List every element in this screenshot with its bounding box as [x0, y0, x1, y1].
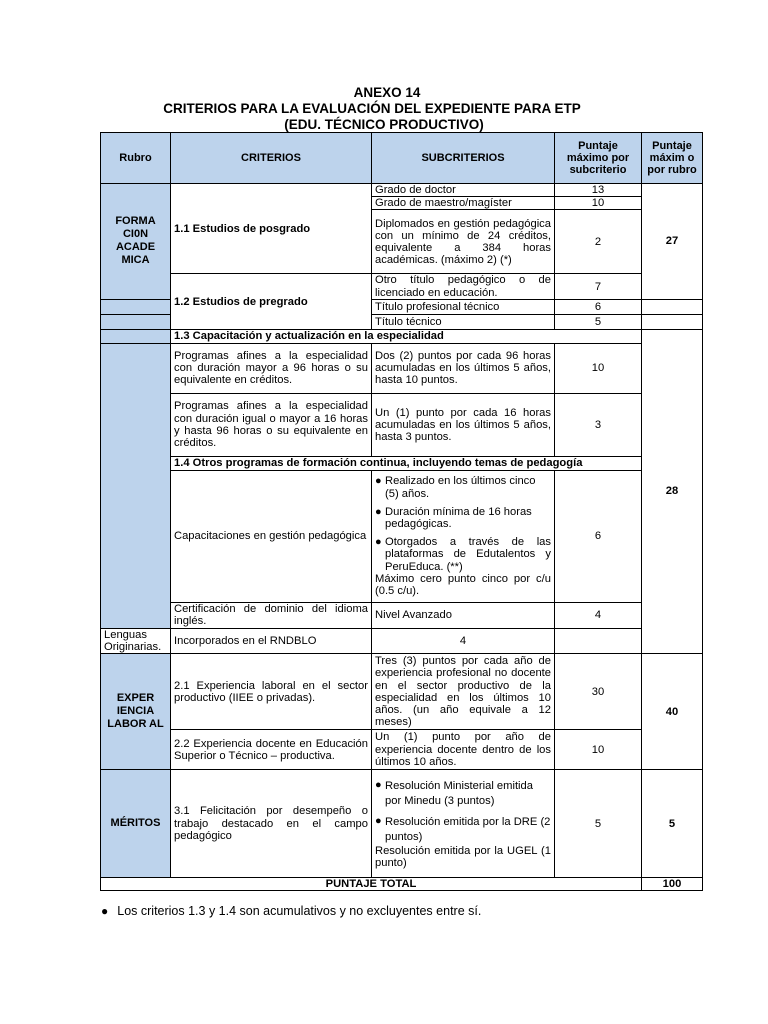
sub-capacitaciones: [372, 470, 555, 602]
sub-diplomados: Diplomados en gestión pedagógica con un mínimo de 24 créditos, equivalente a 384 horas académicas. (máximo 2) (*): [372, 210, 555, 274]
criterio-2-1: 2.1 Experiencia laboral en el sector productivo (IIEE o privadas).: [171, 654, 372, 730]
list-item: [375, 815, 551, 845]
header-row: [101, 133, 703, 184]
sub-titulo-tecnico: Título técnico: [372, 314, 555, 329]
annex-title: ANEXO 14: [353, 85, 421, 100]
score-doctor: 13: [555, 184, 642, 197]
table-row: [101, 456, 703, 470]
score-diplomados: 2: [555, 210, 642, 274]
criterio-1-4: 1.4 Otros programas de formación continua, incluyendo temas de pedagogía: [171, 456, 642, 470]
sub-nivel-avanzado: Nivel Avanzado: [372, 602, 555, 628]
programas-16-horas: Programas afines a la especialidad con duración igual o mayor a 16 horas y hasta 96 horas o su equivalente en créditos.: [171, 393, 372, 456]
bullet-text: Resolución emitida por la DRE (2 puntos): [385, 815, 551, 843]
table-row: [101, 602, 703, 628]
score-lenguas: 4: [372, 628, 555, 653]
header-subcriterios: SUBCRITERIOS: [372, 133, 555, 184]
sub-rndblo: Incorporados en el RNDBLO: [171, 628, 372, 653]
rubro-formacion-cell: [101, 314, 171, 329]
list-item: [375, 475, 551, 499]
sub-titulo-profesional: Título profesional técnico: [372, 299, 555, 314]
resolucion-ugel: Resolución emitida por la UGEL (1 punto): [375, 844, 551, 869]
header-puntaje-subcriterio: Puntaje máximo por subcriterio: [555, 133, 642, 184]
bullet-icon: ●: [375, 475, 382, 488]
score-otro-titulo: 7: [555, 274, 642, 299]
score-titulo-tecnico: 5: [555, 314, 642, 329]
rubro-experiencia: EXPER IENCIA LABOR AL: [101, 654, 171, 770]
rubro-formacion-cell: [101, 299, 171, 314]
score-2-1: 30: [555, 654, 642, 730]
score-16-horas: 3: [555, 393, 642, 456]
rubro-formacion-cell: [101, 343, 171, 628]
document-title: CRITERIOS PARA LA EVALUACIÓN DEL EXPEDIENTE PARA ETP: [163, 101, 581, 116]
rubro-meritos: MÉRITOS: [101, 770, 171, 878]
table-row: [101, 184, 703, 197]
table-row: [101, 470, 703, 602]
capacitaciones-gestion: Capacitaciones en gestión pedagógica: [171, 470, 372, 602]
bullet-icon: ●: [375, 814, 382, 827]
header-criterios: CRITERIOS: [171, 133, 372, 184]
capacitaciones-maximo: Máximo cero punto cinco por c/u (0.5 c/u).: [375, 572, 551, 598]
total-meritos: 5: [642, 770, 703, 878]
sub-2-2: Un (1) punto por año de experiencia docente dentro de los últimos 10 años.: [372, 730, 555, 770]
lenguas-originarias: Lenguas Originarias.: [101, 628, 171, 653]
sub-grado-maestro: Grado de maestro/magíster: [372, 197, 555, 210]
bullet-icon: ●: [101, 904, 109, 918]
criterio-1-1: 1.1 Estudios de posgrado: [171, 184, 372, 274]
table-row: [101, 628, 703, 653]
programas-96-horas: Programas afines a la especialidad con duración mayor a 96 horas o su equivalente en créditos.: [171, 343, 372, 393]
bullet-text: Realizado en los últimos cinco (5) años.: [385, 475, 536, 500]
bullet-icon: ●: [375, 536, 382, 549]
score-96-horas: 10: [555, 343, 642, 393]
footnote-text: Los criterios 1.3 y 1.4 son acumulativos y no excluyentes entre sí.: [117, 904, 482, 918]
list-item: [375, 506, 551, 530]
sub-2-1: Tres (3) puntos por cada año de experiencia profesional no docente en el sector productivo de la especialidad en los últimos 10 años. (un año equivale a 12 meses): [372, 654, 555, 730]
total-formacion-a: 27: [642, 184, 703, 300]
score-titulo-profesional: 6: [555, 299, 642, 314]
puntaje-total-value: 100: [642, 878, 703, 891]
criterio-1-2: 1.2 Estudios de pregrado: [171, 274, 372, 329]
score-maestro: 10: [555, 197, 642, 210]
document-subtitle: (EDU. TÉCNICO PRODUCTIVO): [284, 117, 484, 132]
sub-3-1: [372, 770, 555, 878]
empty-total-cell: [642, 314, 703, 329]
table-row: [101, 343, 703, 393]
bullet-text: Resolución Ministerial emitida por Minedu (3 puntos): [385, 779, 533, 807]
bullet-text: Otorgados a través de las plataformas de Edutalentos y PeruEduca. (**): [385, 536, 551, 573]
table-row: [101, 770, 703, 878]
bullet-icon: ●: [375, 505, 382, 518]
score-capacitaciones: 6: [555, 470, 642, 602]
puntaje-total-label: PUNTAJE TOTAL: [101, 878, 642, 891]
table-row: [101, 654, 703, 730]
bullet-icon: ●: [375, 778, 382, 791]
total-row: [101, 878, 703, 891]
footnote: [101, 904, 481, 918]
score-2-2: 10: [555, 730, 642, 770]
certificacion-ingles: Certificación de dominio del idioma inglés.: [171, 602, 372, 628]
header-puntaje-rubro: Puntaje máxim o por rubro: [642, 133, 703, 184]
empty-total-cell: [642, 299, 703, 314]
bullet-text: Duración mínima de 16 horas pedagógicas.: [385, 505, 532, 530]
header-rubro: Rubro: [101, 133, 171, 184]
criterio-1-3: 1.3 Capacitación y actualización en la especialidad: [171, 329, 642, 343]
total-formacion-b: 28: [642, 329, 703, 653]
criteria-table: [100, 132, 703, 891]
table-row: [101, 393, 703, 456]
score-3-1: 5: [555, 770, 642, 878]
sub-96-horas: Dos (2) puntos por cada 96 horas acumuladas en los últimos 5 años, hasta 10 puntos.: [372, 343, 555, 393]
sub-grado-doctor: Grado de doctor: [372, 184, 555, 197]
rubro-formacion-cell: [101, 329, 171, 343]
criterio-3-1: 3.1 Felicitación por desempeño o trabajo destacado en el campo pedagógico: [171, 770, 372, 878]
list-item: [375, 536, 551, 573]
score-certificacion: 4: [555, 602, 642, 628]
table-row: [101, 274, 703, 299]
table-row: [101, 329, 703, 343]
list-item: [375, 779, 551, 809]
total-experiencia: 40: [642, 654, 703, 770]
criterio-2-2: 2.2 Experiencia docente en Educación Superior o Técnico – productiva.: [171, 730, 372, 770]
sub-16-horas: Un (1) punto por cada 16 horas acumuladas en los últimos 5 años, hasta 3 puntos.: [372, 393, 555, 456]
table-row: [101, 730, 703, 770]
sub-otro-titulo: Otro título pedagógico o de licenciado en educación.: [372, 274, 555, 299]
rubro-formacion: FORMA CI0N ACADE MICA: [101, 184, 171, 300]
